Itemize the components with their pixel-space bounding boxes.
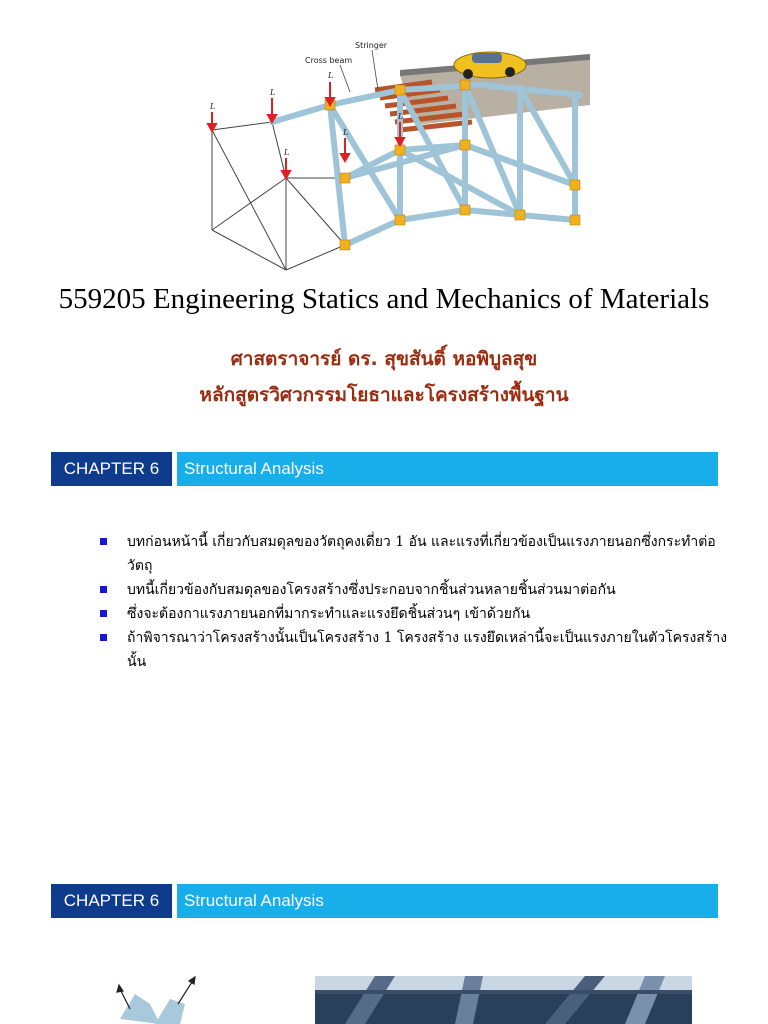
- bullet-item: ถ้าพิจารณาว่าโครงสร้างนั้นเป็นโครงสร้าง 1 โครงสร้าง แรงยึดเหล่านี้จะเป็นแรงภายในตัวโครงสร้างนั้น: [98, 626, 728, 674]
- author-name: ศาสตราจารย์ ดร. สุขสันติ์ หอพิบูลสุข: [230, 348, 538, 370]
- chapter-title: Structural Analysis: [177, 884, 718, 918]
- bullet-item: บทนี้เกี่ยวข้องกับสมดุลของโครงสร้างซึ่งประกอบจากชิ้นส่วนหลายชิ้นส่วนมาต่อกัน: [98, 578, 728, 602]
- stringer-label: Stringer: [355, 41, 388, 50]
- bullet-icon: [100, 586, 107, 593]
- bullet-item: บทก่อนหน้านี้ เกี่ยวกับสมดุลของวัตถุคงเดี่ยว 1 อัน และแรงที่เกี่ยวข้องเป็นแรงภายนอกซึ่งกระทำต่อวัตถุ: [98, 530, 728, 578]
- chapter-title: Structural Analysis: [177, 452, 718, 486]
- bullet-item: ซึ่งจะต้องกาแรงภายนอกที่มากระทำและแรงยึดชิ้นส่วนๆ เข้าด้วยกัน: [98, 602, 728, 626]
- svg-text:L: L: [284, 148, 290, 157]
- bullet-icon: [100, 538, 107, 545]
- svg-text:L: L: [210, 102, 216, 111]
- bullet-icon: [100, 610, 107, 617]
- cross-beam-label: Cross beam: [305, 56, 353, 65]
- chapter-label: CHAPTER 6: [51, 884, 172, 918]
- course-title: 559205 Engineering Statics and Mechanics of Materials: [58, 283, 710, 315]
- svg-text:L: L: [398, 112, 404, 121]
- joint-force-figure: [100, 974, 230, 1024]
- bullet-icon: [100, 634, 107, 641]
- chapter-label: CHAPTER 6: [51, 452, 172, 486]
- wireframe-truss: [212, 122, 345, 270]
- bridge-truss-figure: [200, 30, 600, 280]
- svg-text:L: L: [343, 128, 349, 137]
- chapter-header-top: [51, 452, 718, 486]
- program-name: หลักสูตรวิศวกรรมโยธาและโครงสร้างพื้นฐาน: [199, 384, 569, 406]
- chapter-header-bottom: [51, 884, 718, 918]
- bullet-list: [98, 530, 728, 674]
- steel-structure-photo: [315, 976, 692, 1024]
- svg-text:L: L: [270, 88, 276, 97]
- svg-text:L: L: [328, 71, 334, 80]
